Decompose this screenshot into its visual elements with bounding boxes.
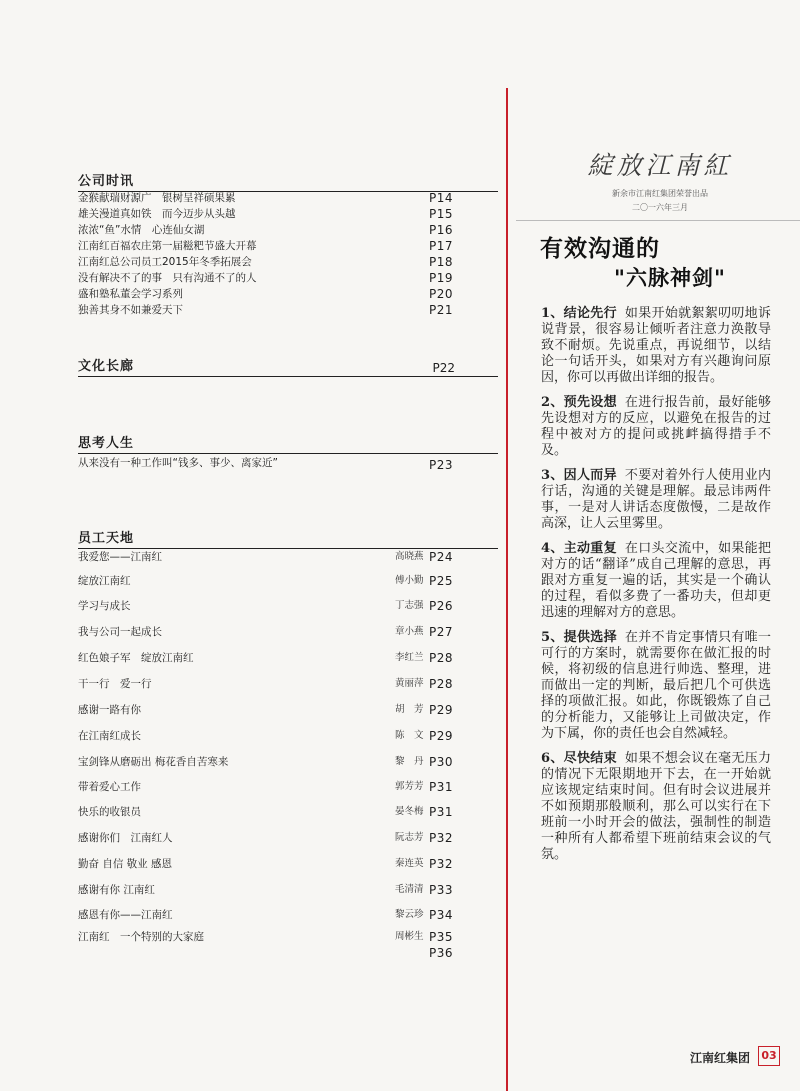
toc-entry-title: 没有解决不了的事 只有沟通不了的人 (78, 272, 257, 284)
toc-entry-title: 感谢一路有你 (78, 704, 141, 716)
toc-entry-page: P36 (429, 946, 454, 960)
toc-entry-page: P29 (429, 729, 454, 743)
toc-entry-title: 学习与成长 (78, 600, 131, 612)
toc-entry-page: P20 (429, 287, 454, 301)
toc-entry[interactable] (78, 676, 498, 692)
article-body (541, 306, 771, 872)
masthead-publisher: 新余市江南红集团荣誉出品 (612, 189, 708, 198)
toc-entry-title: 宝剑锋从磨砺出 梅花香自苦寒来 (78, 756, 229, 768)
toc-entry-page: P25 (429, 574, 454, 588)
toc-entry-author: 郭芳芳 (395, 781, 424, 792)
toc-entry-page: P16 (429, 223, 454, 237)
paragraph-heading: 1、结论先行 (541, 306, 617, 321)
paragraph-text: 在口头交流中，如果能把对方的话“翻译”成自己理解的意思，再跟对方重复一遍的话，其实是一个确认的过程，看似多费了一番功夫，但却更迅速的理解对方的意思。 (541, 540, 771, 621)
toc-entry-title: 江南红百福农庄第一届糍粑节盛大开幕 (78, 240, 257, 252)
toc-entry-title: 我爱您——江南红 (78, 551, 162, 563)
toc-entry-title: 勤奋 自信 敬业 感恩 (78, 858, 173, 870)
column-divider (506, 88, 508, 1091)
toc-entry[interactable] (78, 702, 498, 718)
toc-entry-title: 红色娘子军 绽放江南红 (78, 652, 194, 664)
toc-entry-author: 李红兰 (395, 652, 424, 663)
toc-entry-page: P18 (429, 255, 454, 269)
toc-entry[interactable] (78, 929, 498, 945)
paragraph-heading: 6、尽快结束 (541, 750, 617, 766)
toc-entry[interactable] (78, 882, 498, 898)
masthead-title: 綻放江南紅 (587, 151, 733, 180)
page-number: 03 (758, 1046, 780, 1066)
toc-entry-author: 毛清清 (395, 884, 424, 895)
toc-entry-author: 晏冬梅 (395, 806, 424, 817)
toc-entry[interactable] (78, 598, 498, 614)
toc-entry-page: P33 (429, 883, 454, 897)
toc-section-title[interactable]: 文化长廊 P22 (78, 355, 498, 377)
article-paragraph (541, 630, 771, 743)
toc-entry[interactable] (78, 907, 498, 923)
toc-entry-page: P29 (429, 703, 454, 717)
toc-entry[interactable] (78, 270, 498, 286)
toc-entry-title: 从来没有一种工作叫“钱多、事少、离家近” (78, 457, 278, 469)
toc-entry-author: 阮志芳 (395, 832, 424, 843)
toc-entry-title: 江南红 一个特别的大家庭 (78, 931, 204, 943)
toc-entry[interactable] (78, 549, 498, 565)
toc-entry-title: 感谢你们 江南红人 (78, 832, 173, 844)
article-paragraph (541, 751, 771, 864)
toc-entry[interactable] (78, 754, 498, 770)
toc-section-title: 员工天地 (78, 527, 498, 549)
toc-entry[interactable] (78, 856, 498, 872)
toc-entry-author: 黎云珍 (395, 909, 424, 920)
toc-section-title: 思考人生 (78, 432, 498, 454)
toc-entry[interactable] (78, 624, 498, 640)
paragraph-text: 如果开始就絮絮叨叨地诉说背景，很容易让倾听者注意力涣散导致不耐烦。先说重点，再说细节，以结论一句话开头，如果对方有兴趣询问原因，你可以再做出详细的报告。 (541, 306, 771, 386)
toc-entry[interactable] (78, 573, 498, 589)
paragraph-text: 不要对着外行人使用业内行话，沟通的关键是理解。最忌讳两件事，一是对人讲话态度傲慢，二是故作高深，让人云里雾里。 (541, 467, 771, 532)
toc-entry-title: 绽放江南红 (78, 575, 131, 587)
article-paragraph (541, 541, 771, 621)
paragraph-heading: 4、主动重复 (541, 540, 617, 556)
toc-entry-page: P32 (429, 857, 454, 871)
toc-entry-page: P19 (429, 271, 454, 285)
toc-entry[interactable] (78, 206, 498, 222)
toc-entry-title: 干一行 爱一行 (78, 678, 152, 690)
toc-entry[interactable] (78, 804, 498, 820)
toc-entry-page: P28 (429, 677, 454, 691)
toc-entry[interactable] (78, 222, 498, 238)
article-paragraph (541, 395, 771, 459)
toc-entry[interactable] (78, 190, 498, 206)
toc-section-page: P22 (432, 361, 455, 375)
paragraph-heading: 3、因人而异 (541, 467, 617, 483)
toc-entry-page: P21 (429, 303, 454, 317)
toc-entry-title: 我与公司一起成长 (78, 626, 162, 638)
toc-entry-title: 盛和塾私董会学习系列 (78, 288, 183, 300)
toc-entry-author: 胡 芳 (395, 704, 424, 715)
toc-entry[interactable] (78, 779, 498, 795)
toc-entry[interactable] (78, 254, 498, 270)
paragraph-text: 如果不想会议在毫无压力的情况下无限期地开下去，在一开始就应该规定结束时间。但有时会议进展并不如预期那般顺利，那么可以实行在下班前一小时开会的做法，强制性的制造一种所有人都希望下班前结束会议的气氛。 (541, 750, 771, 863)
toc-entry[interactable] (78, 830, 498, 846)
toc-section-title: 公司时讯 (78, 170, 498, 192)
toc-entry-title: 雄关漫道真如铁 而今迈步从头越 (78, 208, 236, 220)
toc-entry[interactable] (78, 238, 498, 254)
toc-entry-title: 带着爱心工作 (78, 781, 141, 793)
toc-entry-page: P32 (429, 831, 454, 845)
toc-entry-author: 黎 丹 (395, 756, 424, 767)
toc-entry-page: P31 (429, 805, 454, 819)
toc-entry-page: P34 (429, 908, 454, 922)
toc-entry-author: 章小燕 (395, 626, 424, 637)
toc-entry-page: P28 (429, 651, 454, 665)
toc-entry-title: 独善其身不如兼爱天下 (78, 304, 183, 316)
article-paragraph (541, 468, 771, 532)
toc-entry-author: 黄丽萍 (395, 678, 424, 689)
footer-brand: 江南红集团 (690, 1051, 751, 1065)
article-headline-line1: 有效沟通的 (540, 235, 660, 262)
toc-entry-page: P26 (429, 599, 454, 613)
toc-entry-author: 高晓燕 (395, 551, 424, 562)
paragraph-heading: 5、提供选择 (541, 629, 617, 645)
paragraph-text: 在并不肯定事情只有唯一可行的方案时，就需要你在做汇报的时候，将初级的信息进行帅选、整理，进而做出一定的判断，最后把几个可供选择的项做汇报。如此，你既锻炼了自己的分析能力，又能够让上司做决定，作为下属，你的责任也会自然减轻。 (541, 629, 771, 742)
toc-entry-page: P23 (429, 458, 454, 472)
toc-entry[interactable] (78, 728, 498, 744)
toc-entry-page: P17 (429, 239, 454, 253)
toc-entry-title: 浓浓“鱼”水情 心连仙女湖 (78, 224, 205, 236)
toc-entry-page: P31 (429, 780, 454, 794)
paragraph-text: 在进行报告前，最好能够先设想对方的反应，以避免在报告的过程中被对方的提问或挑衅搞得措手不及。 (541, 394, 771, 459)
toc-entry-author: 陈 文 (395, 730, 424, 741)
toc-entry-title: 在江南红成长 (78, 730, 141, 742)
masthead-rule (516, 220, 800, 221)
article-paragraph (541, 306, 771, 386)
article-headline-line2: "六脉神剑" (614, 265, 726, 290)
toc-entry-title: 快乐的收银员 (78, 806, 141, 818)
toc-entry-author: 秦连英 (395, 858, 424, 869)
paragraph-heading: 2、预先设想 (541, 394, 617, 410)
toc-entry-author: 傅小勤 (395, 575, 424, 586)
toc-entry-title: 感谢有你 江南红 (78, 884, 155, 896)
toc-entry-author: 丁志强 (395, 600, 424, 611)
toc-entry-page: P14 (429, 191, 454, 205)
toc-entry-page: P24 (429, 550, 454, 564)
toc-entry-title: 金猴献瑞财源广 银树呈祥硕果累 (78, 192, 236, 204)
toc-entry[interactable] (78, 945, 498, 961)
toc-entry[interactable] (78, 455, 498, 471)
toc-entry[interactable] (78, 650, 498, 666)
toc-entry-author: 周彬生 (395, 931, 424, 942)
toc-entry-page: P30 (429, 755, 454, 769)
toc-entry-page: P35 (429, 930, 454, 944)
toc-entry-title: 江南红总公司员工2015年冬季拓展会 (78, 256, 252, 268)
toc-entry[interactable] (78, 302, 498, 318)
toc-entry[interactable] (78, 286, 498, 302)
toc-entry-title: 感恩有你——江南红 (78, 909, 173, 921)
masthead-date: 二〇一六年三月 (632, 203, 688, 212)
toc-entry-page: P15 (429, 207, 454, 221)
toc-entry-page: P27 (429, 625, 454, 639)
